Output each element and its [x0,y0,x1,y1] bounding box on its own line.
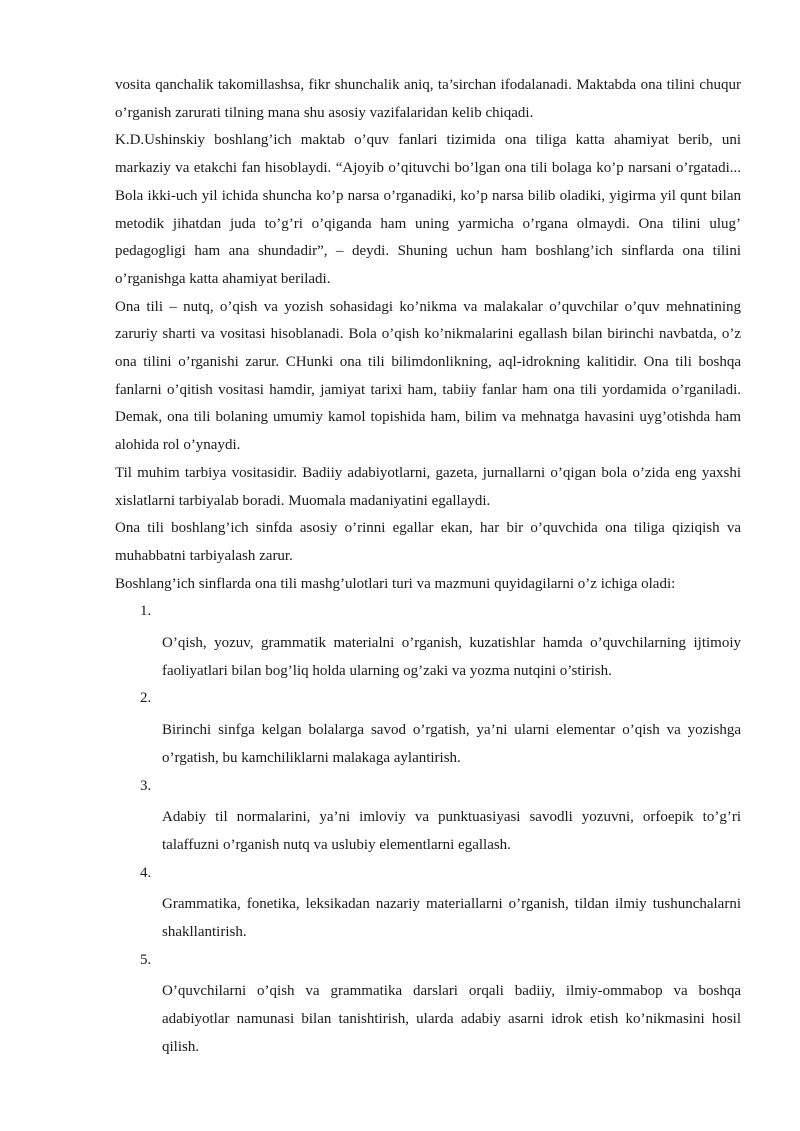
paragraph: K.D.Ushinskiy boshlang’ich maktab o’quv fanlari tizimida ona tiliga katta ahamiyat berib, uni markaziy va etakchi fan hisoblaydi. “Ajoyib o’qituvchi bo’lgan ona tili bolaga ko’p narsani o’rgatadi... Bola ikki-uch yil ichida shuncha ko’p narsa o’rganadiki, ko’p narsa bilib oladiki, yigirma yil qunt bilan metodik jihatdan juda to’g’ri o’qiganda ham uning yarmicha o’rgana olmaydi. Ona tilini ulug’ pedagogligi ham ana shundadir”, – deydi. Shuning uchun ham boshlang’ich sinflarda ona tilini o’rganishga katta ahamiyat beriladi. [115,132,741,287]
paragraph: vosita qanchalik takomillashsa, fikr shunchalik aniq, ta’sirchan ifodalanadi. Maktabda ona tilini chuqur o’rganish zarurati tilning mana shu asosiy vazifalaridan kelib chiqadi. [115,77,741,121]
list-item-text: Grammatika, fonetika, leksikadan nazariy materiallarni o’rganish, tildan ilmiy tushunchalarni shakllantirish. [162,896,741,941]
list-item [115,773,741,860]
paragraph: Boshlang’ich sinflarda ona tili mashg’ulotlari turi va mazmuni quyidagilarni o’z ichiga oladi: [115,575,676,592]
paragraph: Ona tili boshlang’ich sinfda asosiy o’rinni egallar ekan, har bir o’quvchida ona tiliga qiziqish va muhabbatni tarbiyalash zarur. [115,520,741,564]
list-item-text: O’qish, yozuv, grammatik materialni o’rganish, kuzatishlar hamda o’quvchilarning ijtimoiy faoliyatlari bilan bog’liq holda ularning og’zaki va yozma nutqini o’stirish. [162,635,741,679]
numbered-list [115,598,741,1061]
list-item-number: 1. [140,603,152,620]
list-item-number: 5. [140,951,152,968]
list-item-number: 2. [140,690,152,707]
list-item [115,947,741,1062]
list-item [115,598,741,685]
list-item-text: O’quvchilarni o’qish va grammatika darslari orqali badiiy, ilmiy-ommabop va boshqa adabiyotlar namunasi bilan tanishtirish, ularda adabiy asarni idrok etish ko’nikmasini hosil qilish. [162,983,741,1055]
list-item-number: 3. [140,777,152,794]
list-item [115,685,741,772]
list-item [115,860,741,947]
list-item-number: 4. [140,864,152,881]
paragraph: Til muhim tarbiya vositasidir. Badiiy adabiyotlarni, gazeta, jurnallarni o’qigan bola o’zida eng yaxshi xislatlarni tarbiyalab boradi. Muomala madaniyatini egallaydi. [115,464,741,509]
list-item-text: Birinchi sinfga kelgan bolalarga savod o’rgatish, ya’ni ularni elementar o’qish va yozishga o’rgatish, bu kamchiliklarni malakaga aylantirish. [162,722,741,766]
paragraph: Ona tili – nutq, o’qish va yozish sohasidagi ko’nikma va malakalar o’quvchilar o’quv mehnatining zaruriy sharti va vositasi hisoblanadi. Bola o’qish ko’nikmalarini egallash bilan birinchi navbatda, o’z ona tilini o’rganishi zarur. CHunki ona tili bilimdonlikning, aql-idrokning kalitidir. Ona tili boshqa fanlarni o’qitish vositasi hamdir, jamiyat tarixi ham, tabiiy fanlar ham ona tili yordamida o’rganiladi. Demak, ona tili bolaning umumiy kamol topishida ham, bilim va mehnatga havasini uyg’otishda ham alohida rol o’ynaydi. [115,298,741,454]
document-page [115,72,741,1062]
list-item-text: Adabiy til normalarini, ya’ni imloviy va punktuasiyasi savodli yozuvni, orfoepik to’g’ri talaffuzni o’rganish nutq va uslubiy elementlarni egallash. [162,809,741,853]
